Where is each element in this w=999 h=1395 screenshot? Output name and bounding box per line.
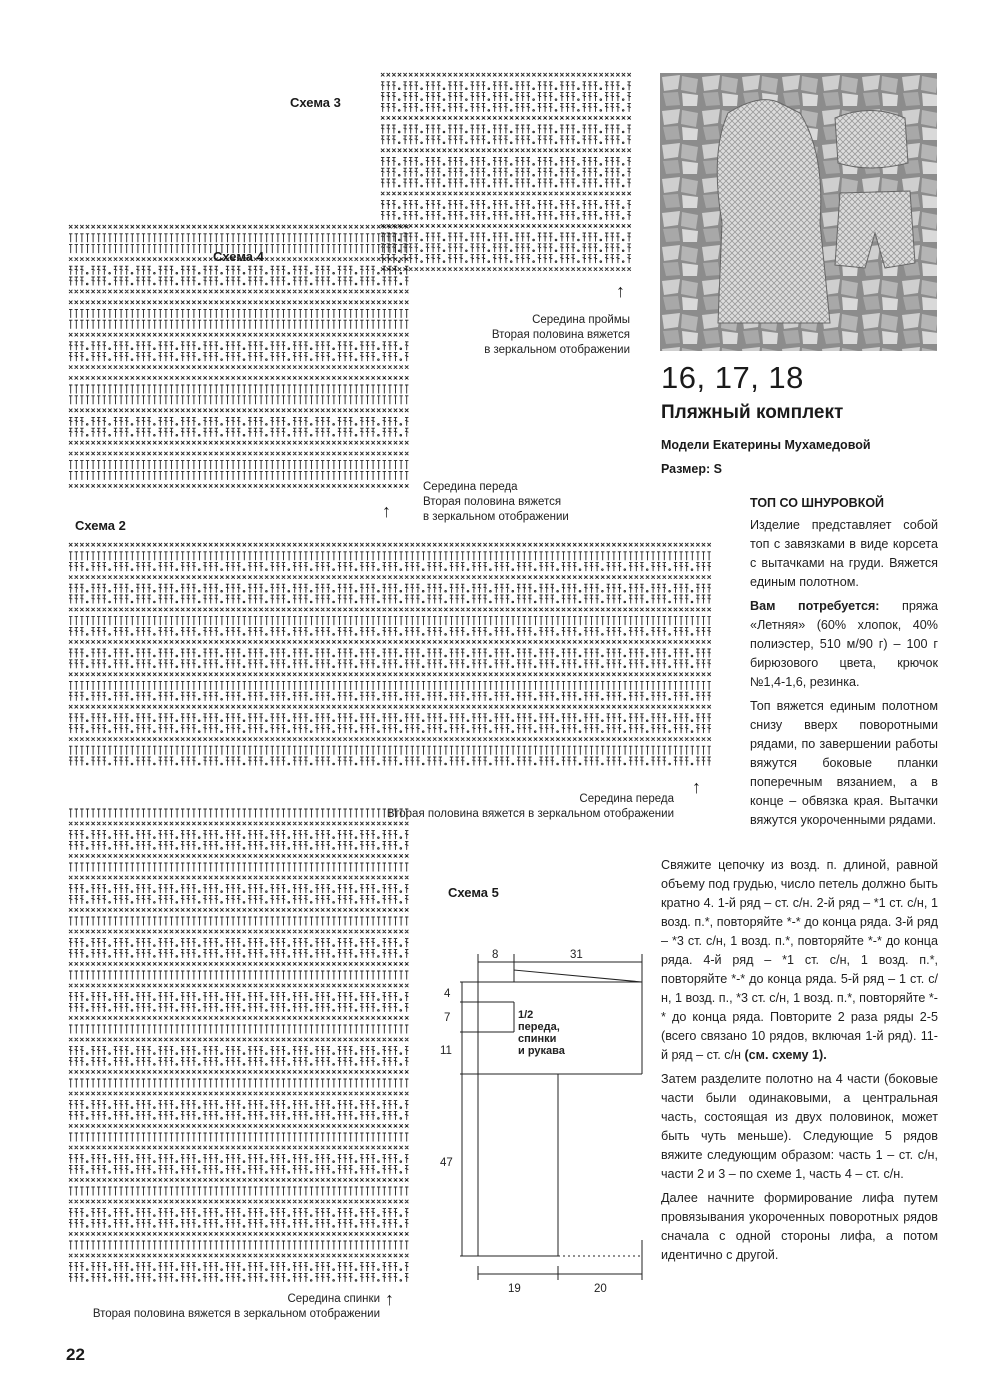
dim-top-left: 8 <box>492 949 499 961</box>
pattern-label-1: 1/2 <box>518 1009 534 1021</box>
article-author: Модели Екатерины Мухамедовой <box>661 438 871 452</box>
paragraph-6: Далее начните формирование лифа путем провязывания укороченных поворотных рядов сначала с одной стороны лифа, а потом идентично с другой. <box>661 1191 938 1262</box>
scheme-5-label: Схема 5 <box>448 885 499 900</box>
dim-left-d: 47 <box>440 1157 453 1169</box>
arrow-up-icon: ↑ <box>616 281 625 301</box>
dim-bottom-right: 20 <box>594 1283 607 1295</box>
scheme-3-caption: Середина проймы Вторая половина вяжется в зеркальном отображении <box>484 314 630 356</box>
article-title: Пляжный комплект <box>661 402 844 423</box>
dim-bottom-left: 19 <box>508 1283 521 1295</box>
scheme-4-caption: Середина переда Вторая половина вяжется в зеркальном отображении <box>423 481 569 523</box>
paragraph-3: Топ вяжется единым полотном снизу вверх поворотными рядами, по завершении работы вяжутся боковые планки поперечным вязанием, а в конце – обвязка края. Вытачки вяжутся укороченными рядами. <box>750 699 938 827</box>
scheme-1-caption: Середина спинки Вторая половина вяжется в зеркальном отображении <box>92 1293 380 1320</box>
scheme-1-chart <box>68 808 412 1286</box>
dim-left-a: 4 <box>444 988 451 1000</box>
pattern-label-3: спинки <box>518 1033 557 1045</box>
page-number: 22 <box>66 1345 85 1364</box>
scheme-2-caption: Середина переда Вторая половина вяжется в зеркальном отображении <box>386 793 674 820</box>
pattern-label-2: переда, <box>518 1021 560 1033</box>
section-heading: ТОП СО ШНУРОВКОЙ <box>750 496 885 510</box>
pattern-label-4: и рукава <box>518 1045 565 1057</box>
article-column-top <box>750 516 938 835</box>
article-size: Размер: S <box>661 462 722 476</box>
dim-left-b: 7 <box>444 1012 451 1024</box>
article-column-bottom <box>661 856 938 1270</box>
arrow-up-icon: ↑ <box>692 777 701 797</box>
dim-top-right: 31 <box>570 949 583 961</box>
arrow-up-icon: ↑ <box>382 501 391 521</box>
article-numbers: 16, 17, 18 <box>661 360 804 395</box>
paragraph-5: Затем разделите полотно на 4 части (боковые части были одинаковыми, а центральная часть, состоящая из двух половинок, может быть чуть меньше). Следующие 5 рядов вяжите следующим образом: часть 1 – ст. с/н, части 2 и 3 – по схеме 1, часть 4 – ст. с/н. <box>661 1072 938 1181</box>
product-photo <box>660 73 937 351</box>
scheme-3-chart <box>380 70 632 282</box>
paragraph-4: Свяжите цепочку из возд. п. длиной, равной объему под грудью, число петель должно быть кратно 4. 1-й ряд – ст. с/н. 2-й ряд – *1 ст. с/н, 1 возд. п.*, повторяйте *-* до конца ряда. 3-й ряд – *3 ст. с/н, 1 возд. п.*, повторяйте *-* до конца ряда. 4-й ряд – *1 ст. с/н, 1 возд. п.*, повторяйте *-* до конца ряда. 5-й ряд – 1 ст. с/н, 1 возд. п., *3 ст. с/н, 1 возд. п.*, повторяйте *-* до конца ряда. Повторите 2 раза ряды 2-5 (всего связано 10 рядов, включая 1-й ряд). 11-й ряд – ст. с/н (см. схему 1). <box>661 858 938 1062</box>
scheme-2-chart <box>68 540 716 772</box>
scheme-2-label: Схема 2 <box>75 518 126 533</box>
arrow-up-icon: ↑ <box>385 1289 394 1309</box>
scheme-4-chart <box>68 222 412 500</box>
scheme-5-pattern <box>430 940 670 1300</box>
paragraph-1: Изделие представляет собой топ с завязками в виде корсета с вытачками на груди. Вяжется единым полотном. <box>750 518 938 589</box>
scheme-3-label: Схема 3 <box>290 95 341 110</box>
dim-left-c: 11 <box>440 1045 452 1057</box>
paragraph-2: Вам потребуется: пряжа «Летняя» (60% хлопок, 40% полиэстер, 510 м/90 г) – 100 г бирюзового цвета, крючок №1,4-1,6, резинка. <box>750 599 938 689</box>
scheme-4-label: Схема 4 <box>213 249 264 264</box>
